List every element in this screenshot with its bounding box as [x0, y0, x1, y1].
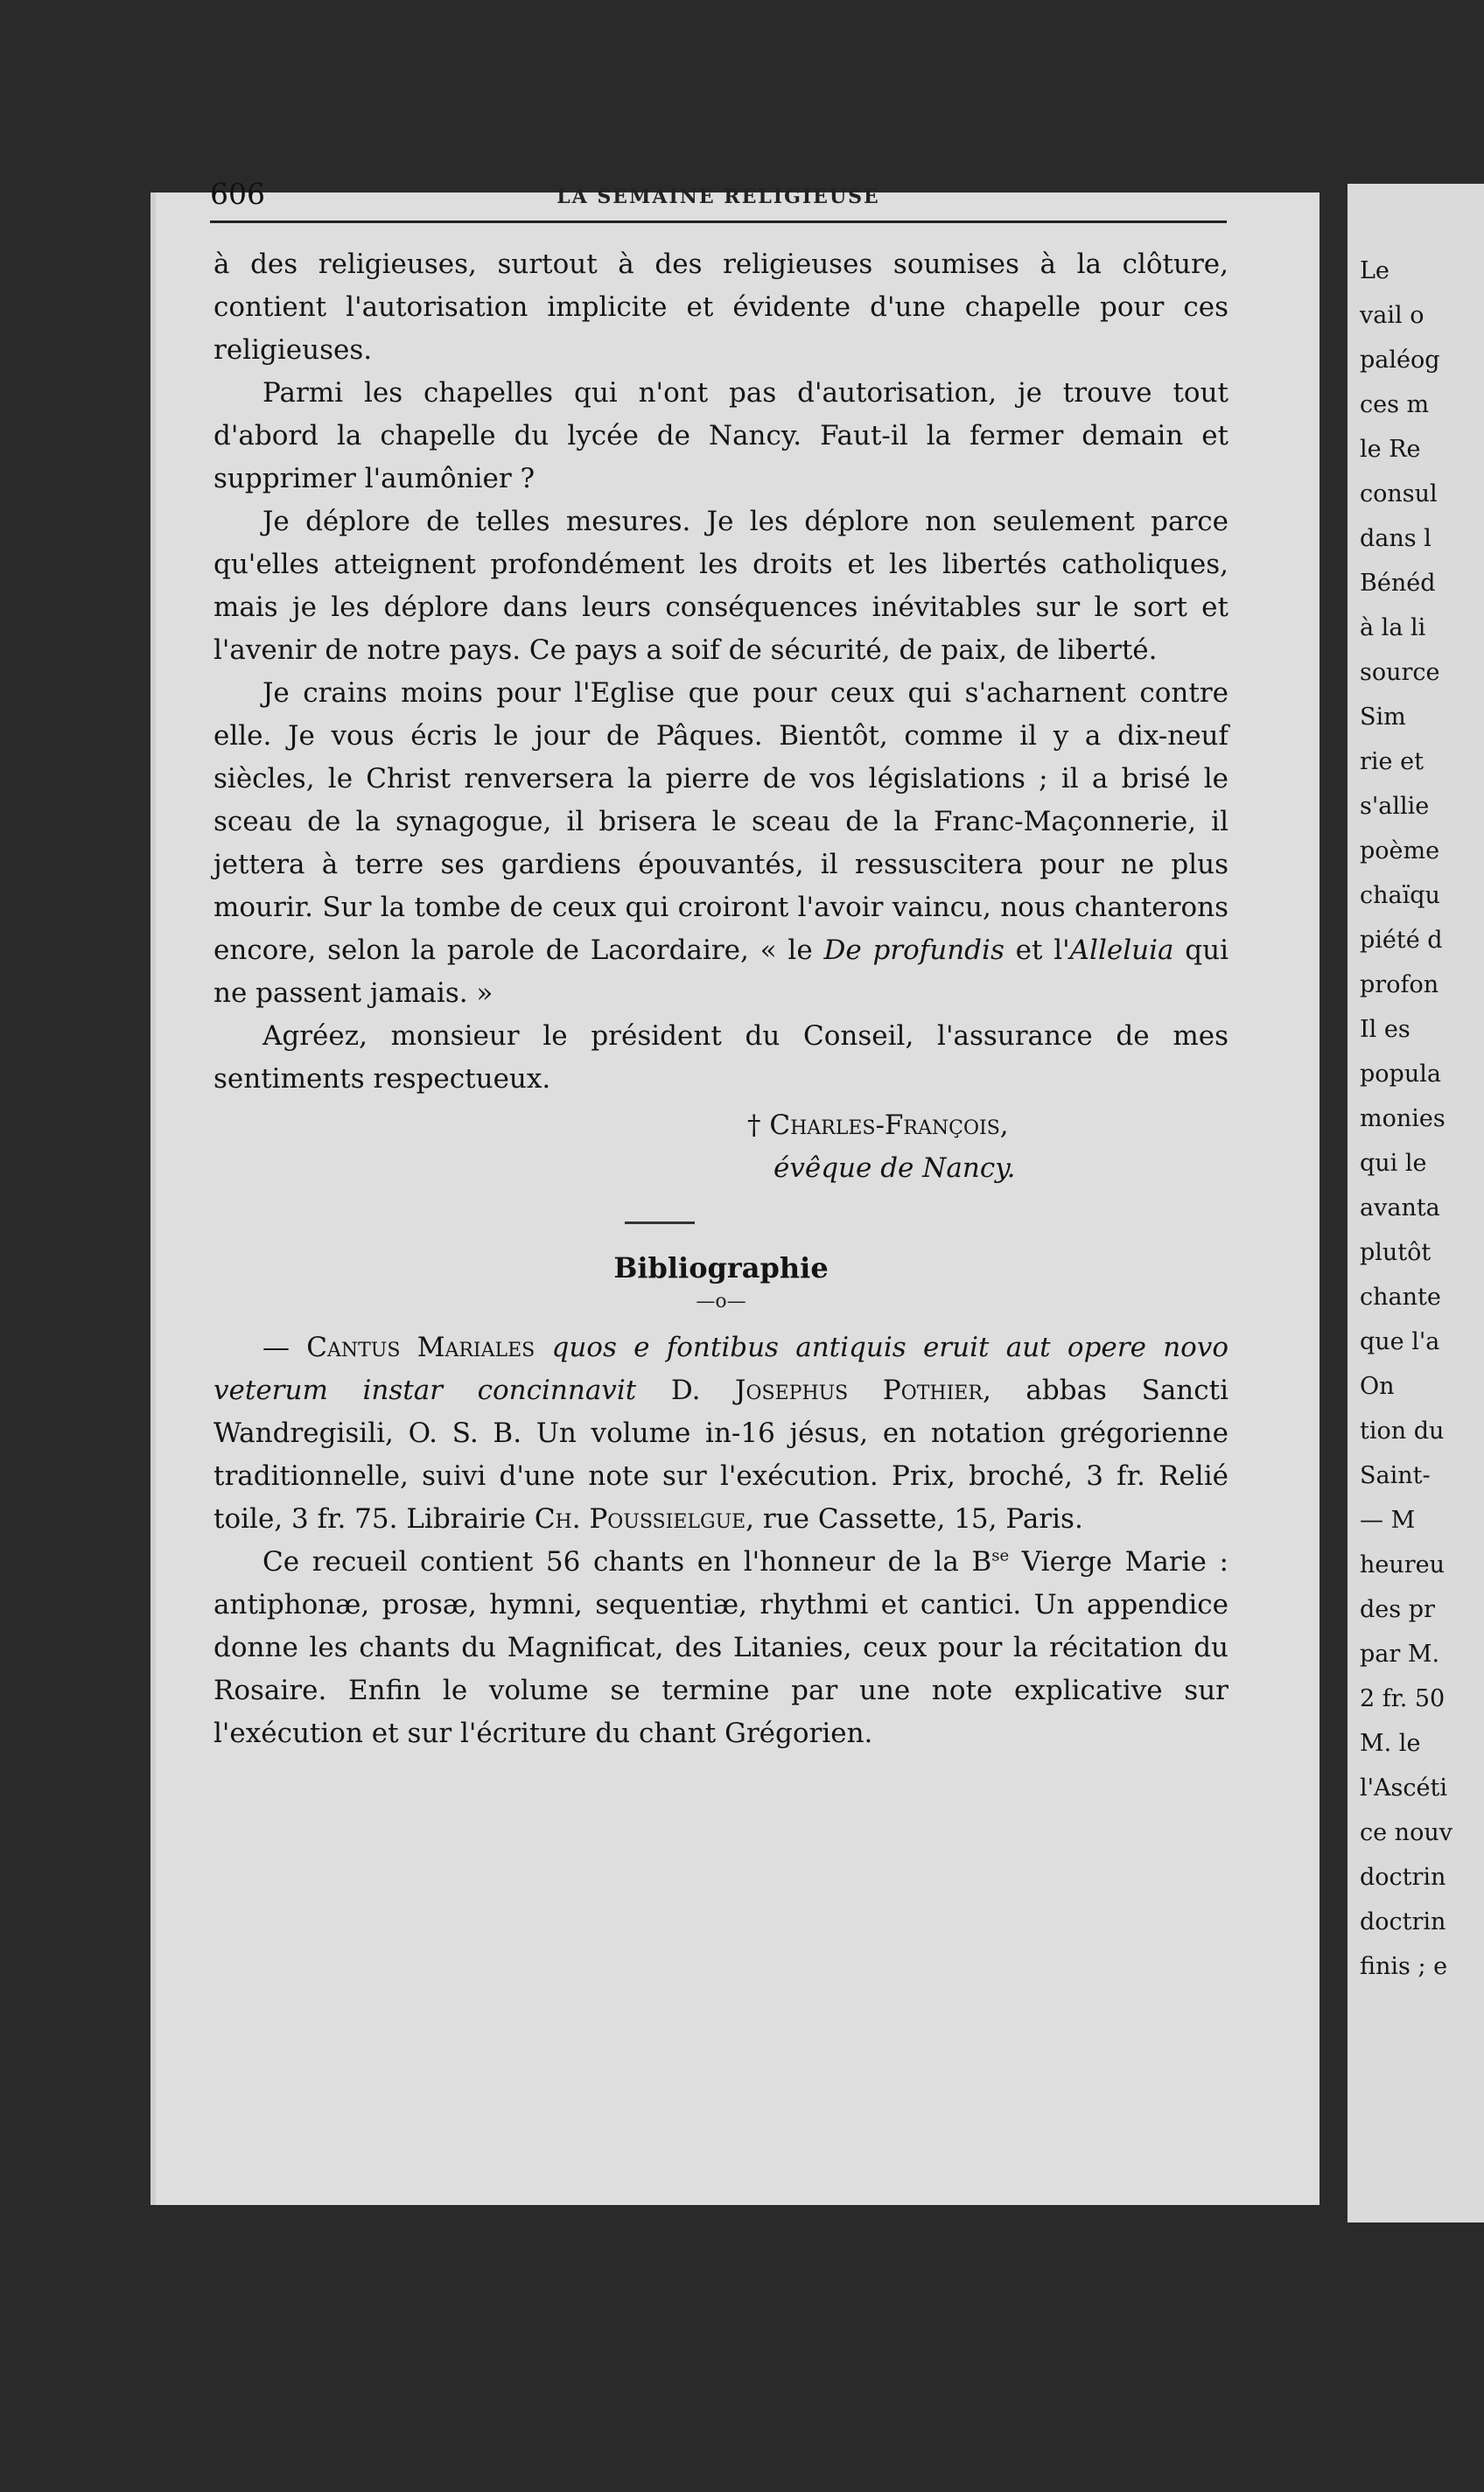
facing-page-line: poème: [1360, 837, 1440, 864]
signature: [214, 1104, 1228, 1190]
paragraph: [214, 672, 1228, 1015]
book-title-italic: quos e fontibus antiquis eruit aut opere novo veterum instar concinnavit: [214, 1332, 1229, 1406]
facing-page-line: ce nouv: [1360, 1819, 1452, 1846]
facing-page-line: 2 fr. 50: [1360, 1685, 1446, 1712]
facing-page-line: rie et: [1360, 748, 1424, 775]
page-body: [214, 243, 1228, 1755]
facing-page-line: On: [1360, 1373, 1395, 1400]
text: —: [262, 1332, 307, 1363]
facing-page-line: chaïqu: [1360, 882, 1440, 909]
italic-text: De profundis: [823, 934, 1004, 966]
text: Je crains moins pour l'Eglise que pour ceux qui s'acharnent contre elle. Je vous écris le jour de Pâques. Bientôt, comme il y a dix-neuf siècles, le Christ renversera la pierre de vos législations ; il a brisé le sceau de la synagogue, il brisera le sceau de la Franc-Maçonnerie, il jettera à terre ses gardiens épouvantés, il ressuscitera pour ne plus mourir. Sur la tombe de ceux qui croiront l'avoir vaincu, nous chanterons encore, selon la parole de Lacordaire, « le: [214, 677, 1228, 966]
facing-page-line: le Re: [1360, 436, 1421, 463]
facing-page-line: tion du: [1360, 1418, 1445, 1445]
paragraph: à des religieuses, surtout à des religieuses soumises à la clôture, contient l'autorisation implicite et évidente d'une chapelle pour ces religieuses.: [214, 248, 1228, 366]
paragraph: Je déplore de telles mesures. Je les déplore non seulement parce qu'elles atteignent profondément les droits et les libertés catholiques, mais je les déplore dans leurs conséquences inévitables sur le sort et l'avenir de notre pays. Ce pays a soif de sécurité, de paix, de liberté.: [214, 506, 1228, 666]
text: , abbas Sancti Wandregisili, O. S. B. Un volume in-16 jésus, en notation grégorienne traditionnelle, suivi d'une note sur l'exécution. Prix, broché, 3 fr. Relié toile, 3 fr. 75. Librairie: [214, 1375, 1229, 1535]
facing-page-text: [1360, 248, 1452, 1989]
publisher: Ch. Poussielgue: [534, 1503, 746, 1535]
facing-page-line: Le: [1360, 257, 1390, 284]
text: , rue Cassette, 15, Paris.: [746, 1503, 1083, 1535]
facing-page-line: vail o: [1360, 302, 1424, 329]
facing-page: [1348, 184, 1484, 2222]
facing-page-line: monies: [1360, 1105, 1446, 1132]
ornament: —o—: [696, 1291, 746, 1312]
facing-page-line: doctrin: [1360, 1908, 1446, 1936]
facing-page-line: finis ; e: [1360, 1953, 1448, 1980]
facing-page-line: l'Ascéti: [1360, 1774, 1447, 1802]
paragraph: [214, 1541, 1228, 1755]
section-heading: Bibliographie: [613, 1251, 829, 1284]
facing-page-line: profon: [1360, 971, 1439, 998]
facing-page-line: Bénéd: [1360, 570, 1436, 597]
facing-page-line: paléog: [1360, 346, 1440, 374]
facing-page-line: chante: [1360, 1284, 1441, 1311]
divider: [625, 1222, 695, 1224]
facing-page-line: avanta: [1360, 1194, 1440, 1222]
italic-text: Alleluia: [1069, 934, 1174, 966]
bibliography-entry: [214, 1326, 1228, 1541]
facing-page-line: popula: [1360, 1060, 1441, 1088]
facing-page-line: Il es: [1360, 1016, 1410, 1043]
facing-page-line: source: [1360, 659, 1440, 686]
facing-page-line: par M.: [1360, 1641, 1440, 1668]
paragraph: Parmi les chapelles qui n'ont pas d'autorisation, je trouve tout d'abord la chapelle du lycée de Nancy. Faut-il la fermer demain et supprimer l'aumônier ?: [214, 377, 1228, 494]
running-title: LA SEMAINE RELIGIEUSE: [556, 186, 880, 208]
text: qui ne passent jamais. »: [214, 934, 1229, 1009]
facing-page-line: ces m: [1360, 391, 1430, 418]
facing-page-line: doctrin: [1360, 1864, 1446, 1891]
facing-page-line: — M: [1360, 1507, 1416, 1534]
author: Josephus Pothier: [735, 1375, 983, 1406]
text: Vierge Marie : antiphonæ, prosæ, hymni, sequentiæ, rhythmi et cantici. Un appendice donne les chants du Magnificat, des Litanies, ceux pour la récitation du Rosaire. Enfin le volume se termine par une note explicative sur l'exécution et sur l'écriture du chant Grégorien.: [214, 1546, 1228, 1749]
facing-page-line: Saint-: [1360, 1462, 1431, 1489]
page-number: 606: [210, 177, 265, 211]
page-header: [210, 175, 1227, 223]
signature-title: évêque de Nancy.: [774, 1152, 1016, 1184]
text: D.: [636, 1375, 736, 1406]
facing-page-line: M. le: [1360, 1730, 1421, 1757]
facing-page-line: piété d: [1360, 927, 1443, 954]
signature-name: † Charles-François,: [747, 1110, 1009, 1141]
facing-page-line: heureu: [1360, 1551, 1446, 1578]
book-title: Cantus Mariales: [306, 1332, 536, 1363]
text: Ce recueil contient 56 chants en l'honneur de la B: [262, 1546, 992, 1578]
facing-page-line: plutôt: [1360, 1239, 1432, 1266]
facing-page-line: consul: [1360, 480, 1438, 508]
facing-page-line: Sim: [1360, 704, 1406, 731]
facing-page-line: des pr: [1360, 1596, 1435, 1623]
superscript: se: [991, 1546, 1010, 1565]
paragraph: Agréez, monsieur le président du Conseil, l'assurance de mes sentiments respectueux.: [214, 1020, 1228, 1095]
facing-page-line: dans l: [1360, 525, 1432, 552]
facing-page-line: s'allie: [1360, 793, 1430, 820]
text: et l': [1004, 934, 1070, 966]
facing-page-line: que l'a: [1360, 1328, 1440, 1355]
facing-page-line: à la li: [1360, 614, 1426, 641]
facing-page-line: qui le: [1360, 1150, 1427, 1177]
